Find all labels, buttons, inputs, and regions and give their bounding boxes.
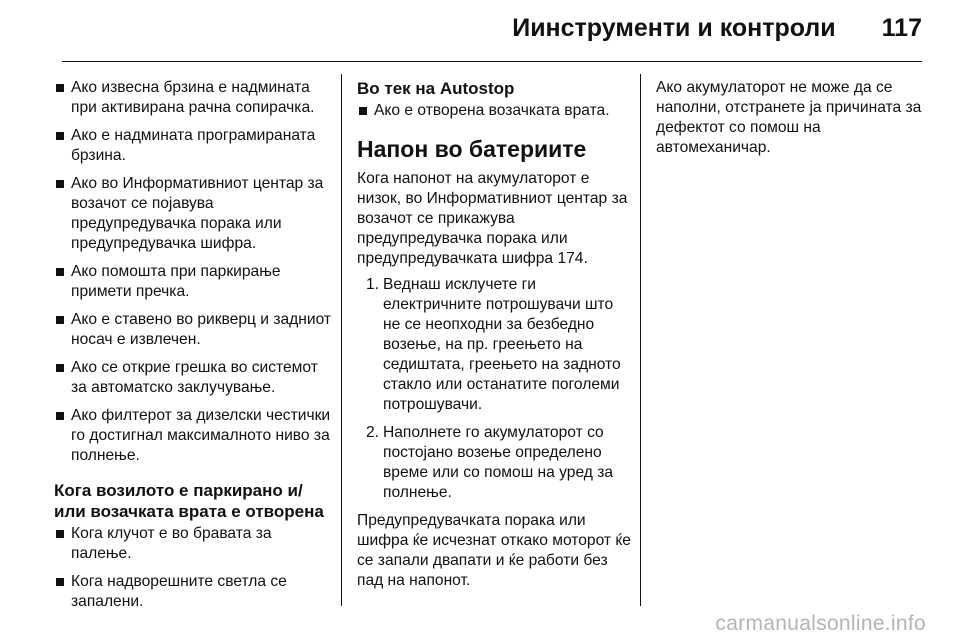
bullet-square-icon	[56, 364, 64, 372]
list-item: Ако филтерот за дизелски честички го достигнал максималното ниво за полнење.	[54, 406, 334, 466]
page-number: 117	[881, 14, 922, 42]
watermark: carmanualsonline.info	[715, 612, 926, 635]
battery-paragraph-2: Предупредувачката порака или шифра ќе исчезнат откако моторот ќе се запали двапати и ќе работи без пад на напонот.	[357, 512, 631, 589]
bullet-square-icon	[56, 268, 64, 276]
list-item: 1. Веднаш исклучете ги електричните потрошувачи што не се неопходни за безбедно возење, на пр. греењето на седиштата, греењето на задното стакло или останатите поголеми потрошувачи.	[366, 276, 621, 413]
battery-charge-paragraph: Ако акумулаторот не може да се наполни, отстранете ја причината за дефектот со помош на автомеханичар.	[656, 79, 922, 156]
page-header	[512, 14, 922, 43]
battery-steps-list	[357, 275, 631, 503]
list-item: Ако се открие грешка во системот за автоматско заклучување.	[54, 358, 334, 398]
column-3	[656, 78, 926, 164]
bullet-square-icon	[56, 578, 64, 586]
section-heading-battery: Напон во батериите	[357, 136, 587, 162]
header-rule	[62, 61, 922, 62]
warning-conditions-list	[54, 78, 334, 466]
page-title: Иинструменти и контроли	[512, 14, 836, 42]
bullet-square-icon	[56, 412, 64, 420]
bullet-square-icon	[56, 530, 64, 538]
column-divider-2	[640, 74, 641, 606]
list-item: Ако помошта при паркирање примети пречка.	[54, 262, 334, 302]
column-2	[357, 78, 631, 597]
bullet-square-icon	[56, 132, 64, 140]
list-item: Ако е надмината програмираната брзина.	[54, 126, 334, 166]
section-heading-autostop: Во тек на Autostop	[357, 79, 515, 98]
battery-paragraph: Кога напонот на акумулаторот е низок, во Информативниот центар за возачот се прикажува предупредувачка порака или предупредувачката шифра 174.	[357, 170, 628, 267]
bullet-square-icon	[56, 180, 64, 188]
bullet-square-icon	[56, 316, 64, 324]
list-item: Кога клучот е во бравата за палење.	[54, 524, 334, 564]
column-divider-1	[341, 74, 342, 606]
section-heading-parked: Кога возилото е паркирано и/или возачката врата е отворена	[54, 481, 324, 521]
list-item: Кога надворешните светла се запалени.	[54, 572, 334, 612]
list-item: Ако во Информативниот центар за возачот се појавува предупредувачка порака или предупредувачка шифра.	[54, 174, 334, 254]
column-1	[54, 78, 334, 620]
bullet-square-icon	[56, 84, 64, 92]
list-item: Ако извесна брзина е надмината при активирана рачна сопирачка.	[54, 78, 334, 118]
parked-conditions-list	[54, 524, 334, 612]
list-item: Ако е ставено во рикверц и задниот носач е извлечен.	[54, 310, 334, 350]
bullet-square-icon	[359, 107, 367, 115]
list-item: Ако е отворена возачката врата.	[357, 101, 631, 121]
list-item: 2. Наполнете го акумулаторот со постојано возење определено време или со помош на уред за полнење.	[366, 424, 614, 501]
autostop-list	[357, 101, 631, 121]
